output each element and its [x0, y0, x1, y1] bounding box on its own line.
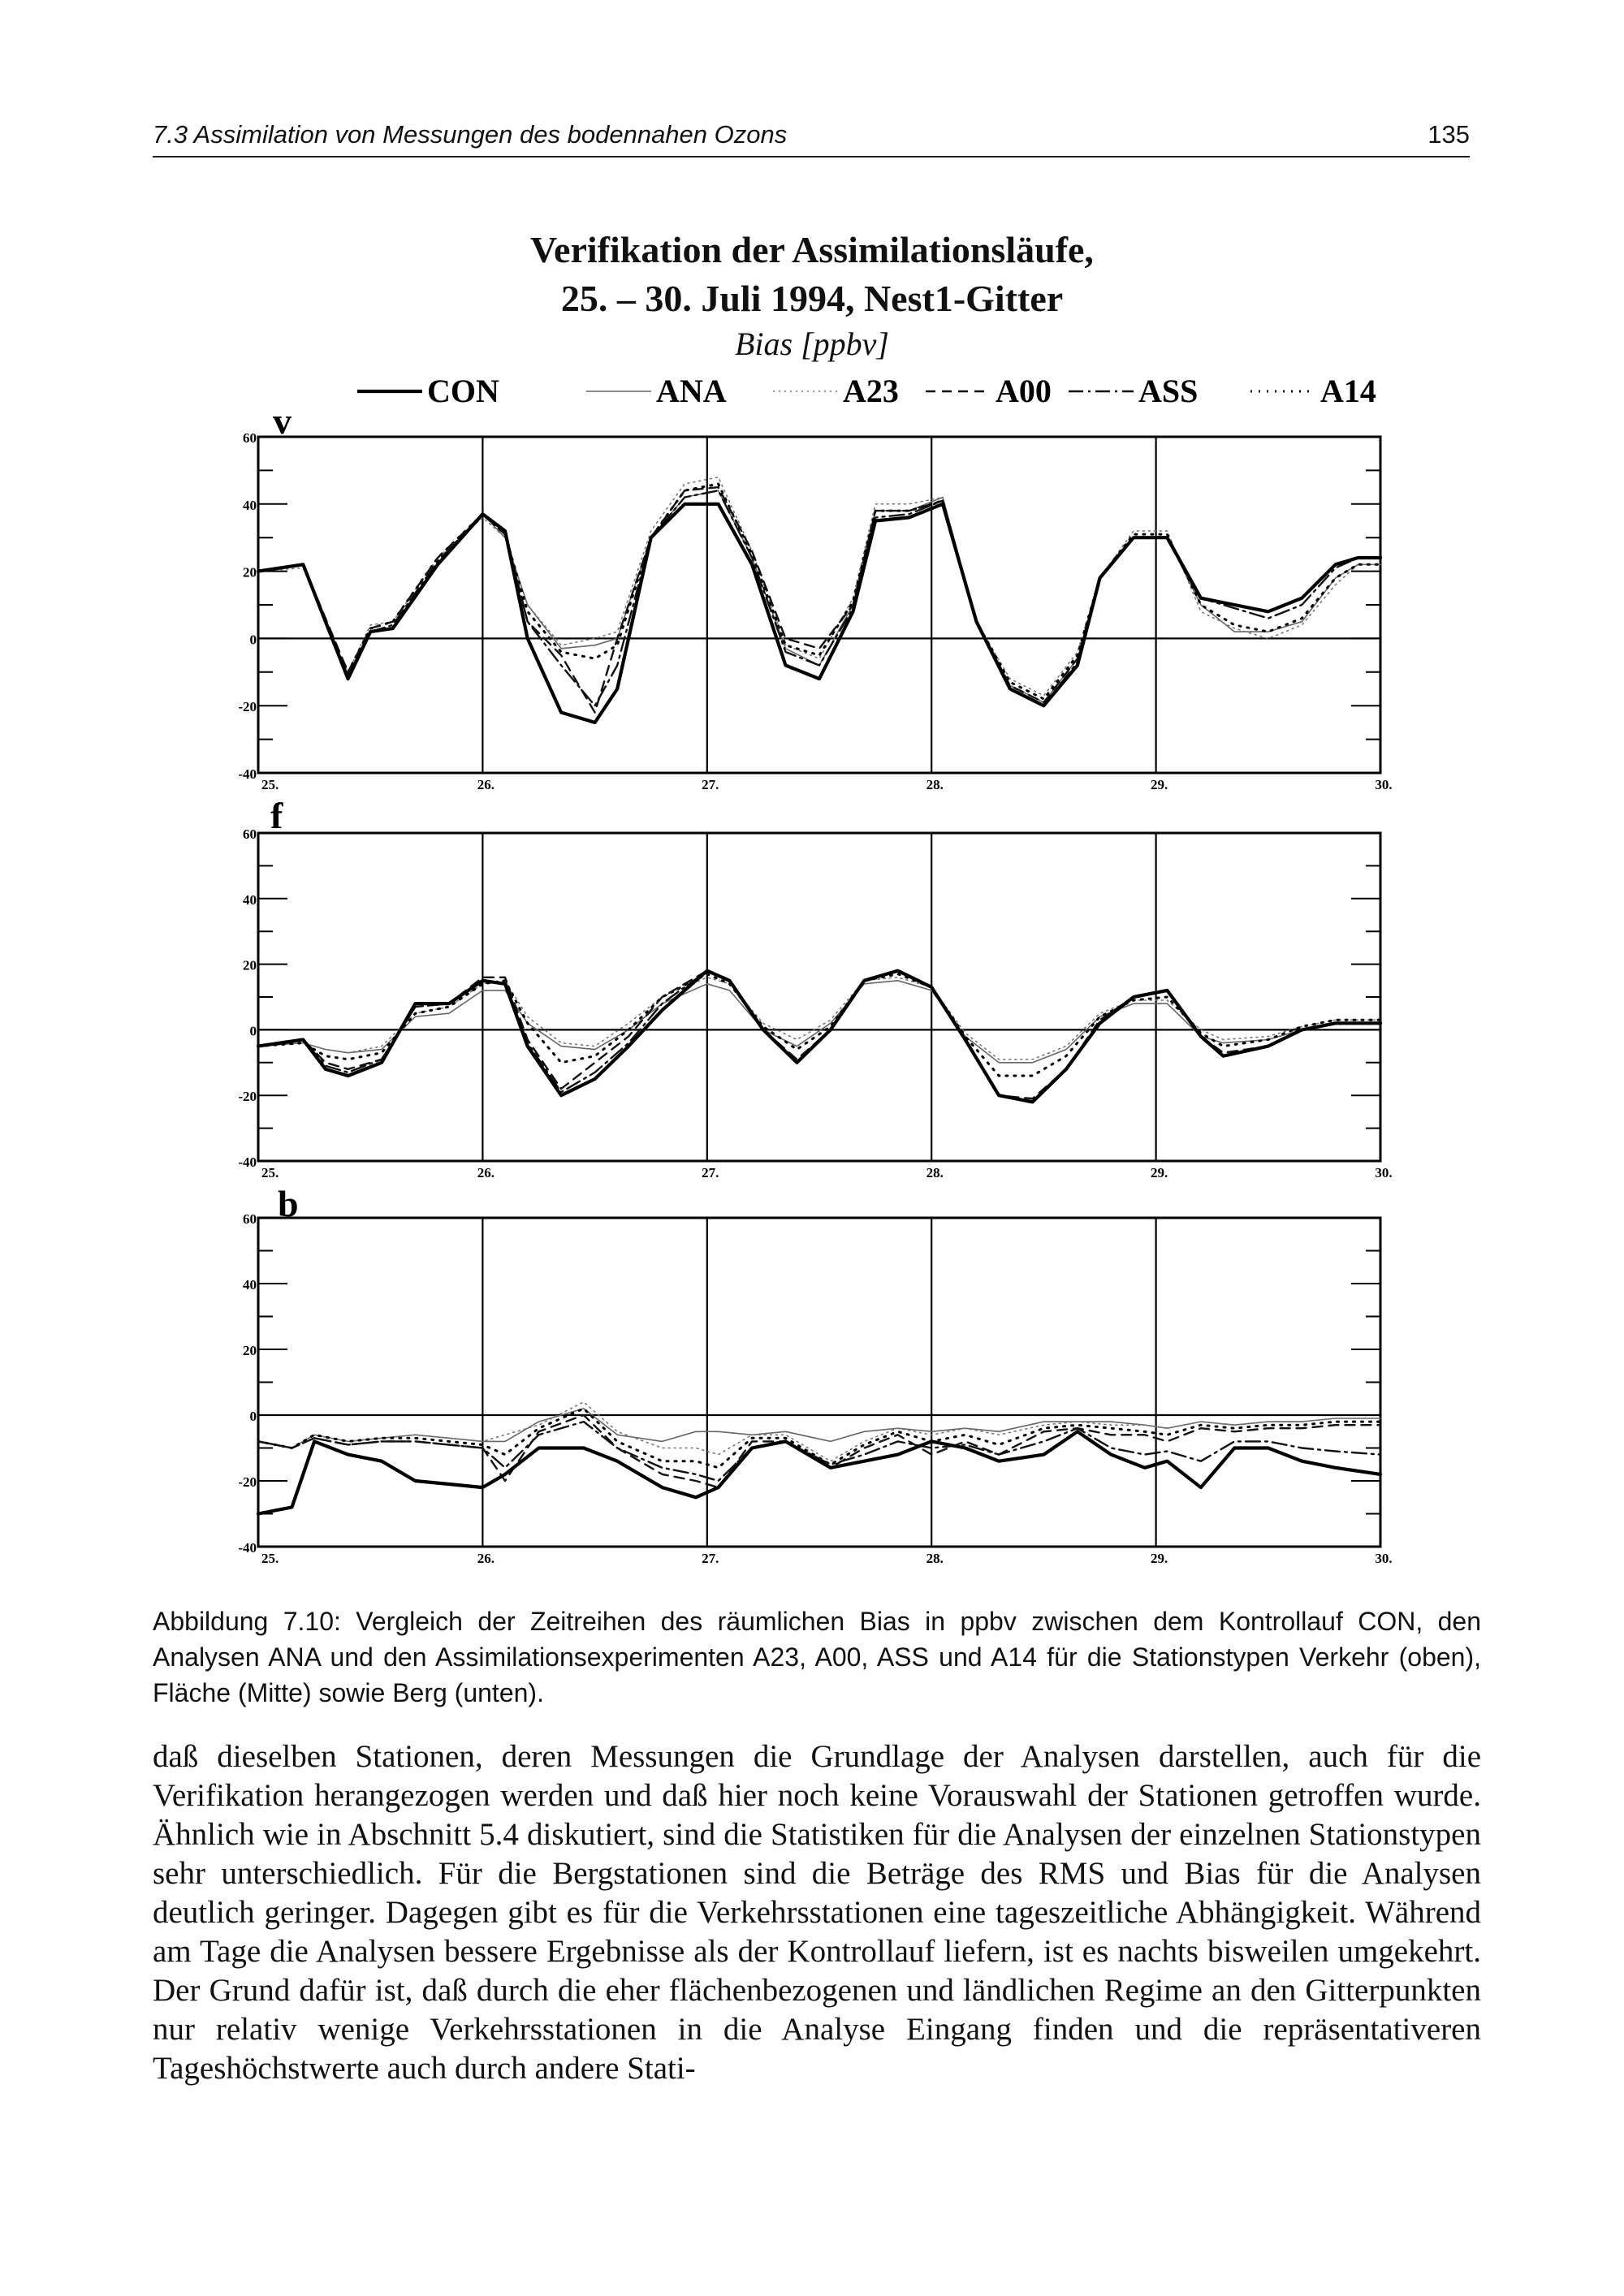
y-tick-label: 40 — [243, 1277, 257, 1293]
legend — [357, 373, 1376, 409]
series-line-ass — [258, 971, 1380, 1103]
y-tick-label: 20 — [243, 1343, 257, 1358]
figure-title-line1: Verifikation der Assimilationsläufe, — [530, 229, 1094, 270]
x-tick-label: 26. — [477, 777, 495, 792]
series-line-a23 — [258, 477, 1380, 696]
x-tick-label: 25. — [261, 1165, 279, 1180]
series-line-a14 — [258, 484, 1380, 699]
panel-label: b — [278, 1183, 299, 1224]
x-tick-label: 25. — [261, 1551, 279, 1566]
panel-v — [238, 400, 1392, 792]
body-paragraph: daß dieselben Stationen, deren Messungen die Grundlage der Analysen darstellen, auch für die Verifikation herangezogen werden und daß hier noch keine Vorauswahl der Stationen getroffen wurde. Ähnlich wie in Abschnitt 5.4 diskutiert, sind die Statistiken für die Analysen der einzelnen Stationstypen sehr unterschiedlich. Für die Bergstationen sind die Beträge des RMS und Bias für die Analysen deutlich geringer. Dagegen gibt es für die Verkehrsstationen eine tageszeitliche Abhängigkeit. Während am Tage die Analysen bessere Ergebnisse als der Kontrollauf liefern, ist es nachts bisweilen umgekehrt. Der Grund dafür ist, daß durch die eher flächenbezogenen und ländlichen Regime an den Gitterpunkten nur relativ wenige Verkehrsstationen in die Analyse Eingang finden und die repräsentativeren Tageshöchstwerte auch durch andere Stati- — [153, 1739, 1481, 2086]
x-tick-label: 29. — [1150, 1165, 1168, 1180]
panel-b — [238, 1183, 1392, 1566]
y-tick-label: 0 — [249, 1023, 257, 1039]
x-tick-label: 30. — [1375, 1165, 1393, 1180]
legend-label-ana: ANA — [656, 373, 727, 409]
y-tick-label: -20 — [238, 699, 257, 715]
series-line-con — [258, 971, 1380, 1103]
legend-label-con: CON — [427, 373, 499, 409]
x-tick-label: 30. — [1375, 777, 1393, 792]
series-line-ass — [258, 490, 1380, 706]
y-tick-label: 40 — [243, 497, 257, 513]
x-tick-label: 27. — [702, 777, 719, 792]
panel-label: v — [273, 400, 292, 442]
x-tick-label: 29. — [1150, 1551, 1168, 1566]
y-tick-label: -20 — [238, 1474, 257, 1490]
y-tick-label: -40 — [238, 1540, 257, 1556]
plot-frame — [258, 437, 1380, 773]
panel-label: f — [270, 795, 283, 836]
series-line-a14 — [258, 974, 1380, 1076]
y-tick-label: 60 — [243, 1211, 257, 1227]
y-tick-label: -40 — [238, 766, 257, 782]
y-tick-label: 60 — [243, 826, 257, 842]
y-tick-label: 40 — [243, 891, 257, 908]
panel-f — [238, 795, 1392, 1180]
figure-title-line2: 25. – 30. Juli 1994, Nest1-Gitter — [560, 278, 1064, 319]
y-tick-label: 20 — [243, 957, 257, 973]
x-tick-label: 27. — [702, 1551, 719, 1566]
legend-label-a23: A23 — [843, 373, 899, 409]
y-tick-label: -40 — [238, 1154, 257, 1170]
x-tick-label: 28. — [926, 1551, 944, 1566]
x-tick-label: 26. — [477, 1551, 495, 1566]
section-title: 7.3 Assimilation von Messungen des bodennahen Ozons — [153, 120, 788, 149]
x-tick-label: 26. — [477, 1165, 495, 1180]
series-line-ana — [258, 490, 1380, 702]
y-tick-label: 60 — [243, 430, 257, 446]
series-line-a23 — [258, 1402, 1380, 1461]
page-number: 135 — [1427, 120, 1470, 149]
y-tick-label: 0 — [249, 632, 257, 648]
x-tick-label: 25. — [261, 777, 279, 792]
x-tick-label: 28. — [926, 777, 944, 792]
series-line-con — [258, 1431, 1380, 1513]
legend-label-a00: A00 — [996, 373, 1052, 409]
figure-subtitle: Bias [ppbv] — [735, 326, 889, 362]
plot-frame — [258, 1218, 1380, 1547]
y-tick-label: 0 — [249, 1409, 257, 1424]
legend-label-a14: A14 — [1320, 373, 1376, 409]
x-tick-label: 28. — [926, 1165, 944, 1180]
x-tick-label: 30. — [1375, 1551, 1393, 1566]
y-tick-label: 20 — [243, 564, 257, 580]
y-tick-label: -20 — [238, 1089, 257, 1105]
plot-frame — [258, 833, 1380, 1161]
x-tick-label: 27. — [702, 1165, 719, 1180]
x-tick-label: 29. — [1150, 777, 1168, 792]
legend-label-ass: ASS — [1138, 373, 1199, 409]
series-line-ana — [258, 981, 1380, 1063]
figure-caption: Abbildung 7.10: Vergleich der Zeitreihen des räumlichen Bias in ppbv zwischen dem Kontrollauf CON, den Analysen ANA und den Assimilationsexperimenten A23, A00, ASS und A14 für die Stationstypen Verkehr (oben), Fläche (Mitte) sowie Berg (unten). — [153, 1607, 1481, 1707]
